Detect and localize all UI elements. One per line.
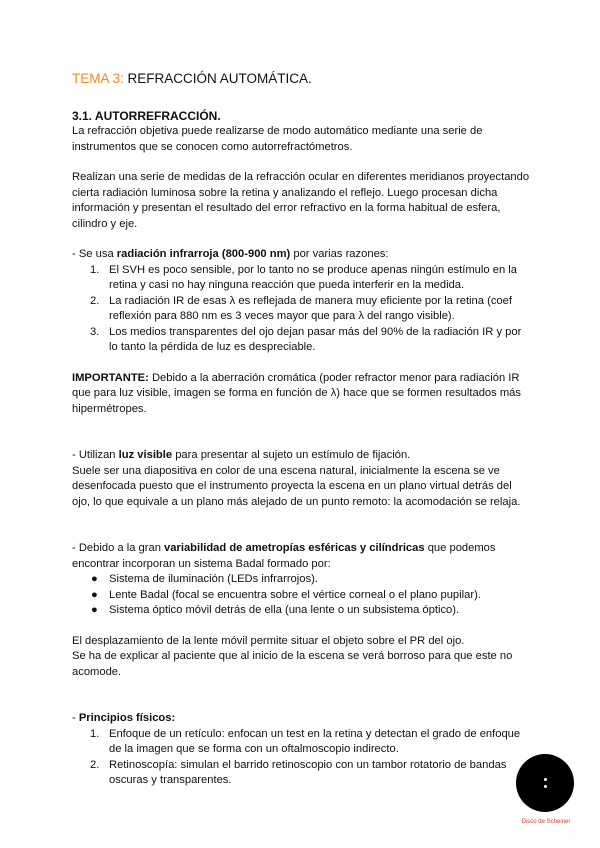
principles-heading: [72, 711, 532, 727]
principles-list: [72, 727, 532, 789]
list-item-text: Lente Badal (focal se encuentra sobre el vértice corneal o el plano pupilar).: [109, 588, 481, 601]
list-item: [72, 572, 532, 588]
list-item-text: Enfoque de un retículo: enfocan un test en la retina y detectan el grado de enfoque de la imagen que se forma con un oftalmoscopio indirecto.: [109, 727, 521, 755]
principles-pre: -: [72, 712, 79, 724]
list-item-text: El SVH es poco sensible, por lo tanto no se produce apenas ningún estímulo en la retina y casi no hay ninguna reacción que pueda interferir en la medida.: [109, 263, 517, 291]
patient-explanation-paragraph: Se ha de explicar al paciente que al inicio de la escena se verá borroso para que este no acomode.: [72, 650, 513, 678]
badal-pre: - Debido a la gran: [72, 542, 165, 554]
infrared-post: por varias razones:: [290, 248, 389, 260]
list-item-text: La radiación IR de esas λ es reflejada de manera muy eficiente por la retina (coef reflexión para 880 nm es 3 veces mayor que para λ del rango visible).: [109, 294, 512, 322]
badal-post: que podemos encontrar incorporan un sistema Badal formado por:: [72, 542, 496, 570]
title-text: REFRACCIÓN AUTOMÁTICA.: [123, 71, 312, 86]
list-number: 2.: [90, 294, 100, 307]
bullet-icon: ●: [91, 573, 98, 585]
list-number: 1.: [90, 727, 100, 740]
list-item: [72, 294, 532, 325]
title-prefix: TEMA 3:: [72, 71, 124, 86]
visible-bold: luz visible: [118, 449, 173, 461]
scheiner-disc-button[interactable]: [516, 754, 574, 812]
infrared-reasons-list: [72, 263, 532, 356]
badal-components-list: [72, 572, 532, 619]
list-item: [72, 727, 532, 758]
list-item: [72, 588, 532, 604]
intro-paragraph: La refracción objetiva puede realizarse de modo automático mediante una serie de instrumentos que se conocen como autorrefractómetros.: [72, 125, 483, 153]
scheiner-disc-caption: Disco de Scheiner: [521, 819, 571, 825]
list-number: 2.: [90, 758, 100, 771]
measurement-paragraph: Realizan una serie de medidas de la refracción ocular en diferentes meridianos proyectando cierta radiación luminosa sobre la retina y analizando el reflejo. Luego procesan dicha información y presentan el resultado del error refractivo en la forma habitual de esfera, cilindro y eje.: [72, 171, 530, 230]
page-title: [72, 70, 532, 88]
list-number: 3.: [90, 325, 100, 338]
list-item: [72, 603, 532, 619]
document-page: [72, 70, 532, 789]
list-item-text: Los medios transparentes del ojo dejan pasar más del 90% de la radiación IR y por lo tanto la pérdida de luz es despreciable.: [109, 325, 522, 353]
badal-bold: variabilidad de ametropías esféricas y cilíndricas: [164, 542, 425, 554]
infrared-intro: [72, 247, 532, 263]
list-item-text: Retinoscopía: simulan el barrido retinoscopio con un tambor rotatorio de bandas oscuras y transparentes.: [109, 758, 507, 786]
list-item: [72, 758, 532, 789]
visible-light-intro: [72, 448, 532, 464]
list-item-text: Sistema de iluminación (LEDs infrarrojos).: [109, 573, 318, 585]
badal-intro: [72, 541, 532, 572]
list-item: [72, 263, 532, 294]
importante-text: Debido a la aberración cromática (poder refractor menor para radiación IR que para luz visible, imagen se forma en función de λ) hace que se formen resultados más hipermétropes.: [72, 371, 521, 415]
bullet-icon: ●: [91, 604, 98, 616]
lens-displacement-paragraph: El desplazamiento de la lente móvil permite situar el objeto sobre el PR del ojo.: [72, 634, 465, 647]
section-heading: 3.1. AUTORREFRACCIÓN.: [72, 109, 221, 123]
importante-paragraph: [72, 371, 532, 418]
infrared-bold: radiación infrarroja (800-900 nm): [116, 248, 291, 260]
importante-label: IMPORTANTE:: [72, 371, 149, 384]
visible-light-paragraph: Suele ser una diapositiva en color de una escena natural, inicialmente la escena se ve desenfocada puesto que el instrumento proyecta la escena en un plano virtual detrás del ojo, lo que equivale a un plano más alejado de un punto remoto: la acomodación se relaja.: [72, 464, 521, 508]
infrared-pre: - Se usa: [72, 248, 117, 260]
list-item-text: Sistema óptico móvil detrás de ella (una lente o un subsistema óptico).: [109, 604, 460, 616]
list-item: [72, 325, 532, 356]
bullet-icon: ●: [91, 588, 98, 601]
visible-post: para presentar al sujeto un estímulo de fijación.: [172, 449, 411, 461]
principles-bold: Principios físicos:: [78, 712, 176, 724]
visible-pre: - Utilizan: [72, 449, 119, 461]
list-number: 1.: [90, 263, 100, 276]
